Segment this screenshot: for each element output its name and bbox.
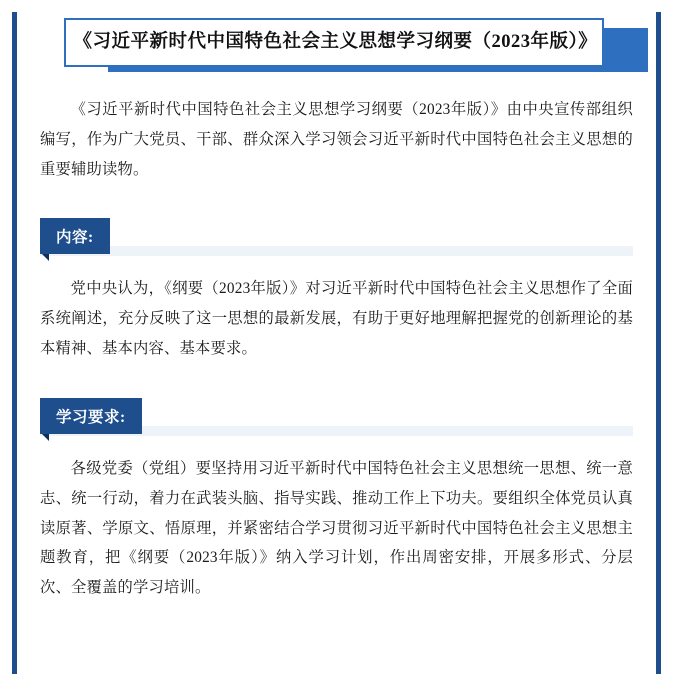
section-requirements-heading: 学习要求: [40, 398, 142, 434]
section-requirements [40, 398, 633, 603]
title-block [40, 12, 633, 67]
intro-paragraph: 《习近平新时代中国特色社会主义思想学习纲要（2023年版）》由中央宣传部组织编写，作为广大党员、干部、群众深入学习领会习近平新时代中国特色社会主义思想的重要辅助读物。 [40, 100, 633, 178]
section-content [40, 218, 633, 363]
section-requirements-header [40, 398, 633, 442]
page-title: 《习近平新时代中国特色社会主义思想学习纲要（2023年版）》 [64, 18, 604, 67]
section-requirements-body: 各级党委（党组）要坚持用习近平新时代中国特色社会主义思想统一思想、统一意志、统一行动，着力在武装头脑、指导实践、推动工作上下功夫。要组织全体党员认真读原著、学原文、悟原理，并紧密结合学习贯彻习近平新时代中国特色社会主义思想主题教育，把《纲要（2023年版）》纳入学习计划，作出周密安排，开展多形式、分层次、全覆盖的学习培训。 [40, 459, 633, 597]
document-page [0, 12, 673, 674]
section-content-heading: 内容: [40, 218, 110, 254]
section-underline-bar [40, 246, 633, 256]
section-content-header [40, 218, 633, 262]
section-content-body: 党中央认为，《纲要（2023年版）》对习近平新时代中国特色社会主义思想作了全面系统阐述，充分反映了这一思想的最新发展，有助于更好地理解把握党的创新理论的基本精神、基本内容、基本要求。 [40, 280, 633, 358]
document-content [0, 12, 673, 603]
